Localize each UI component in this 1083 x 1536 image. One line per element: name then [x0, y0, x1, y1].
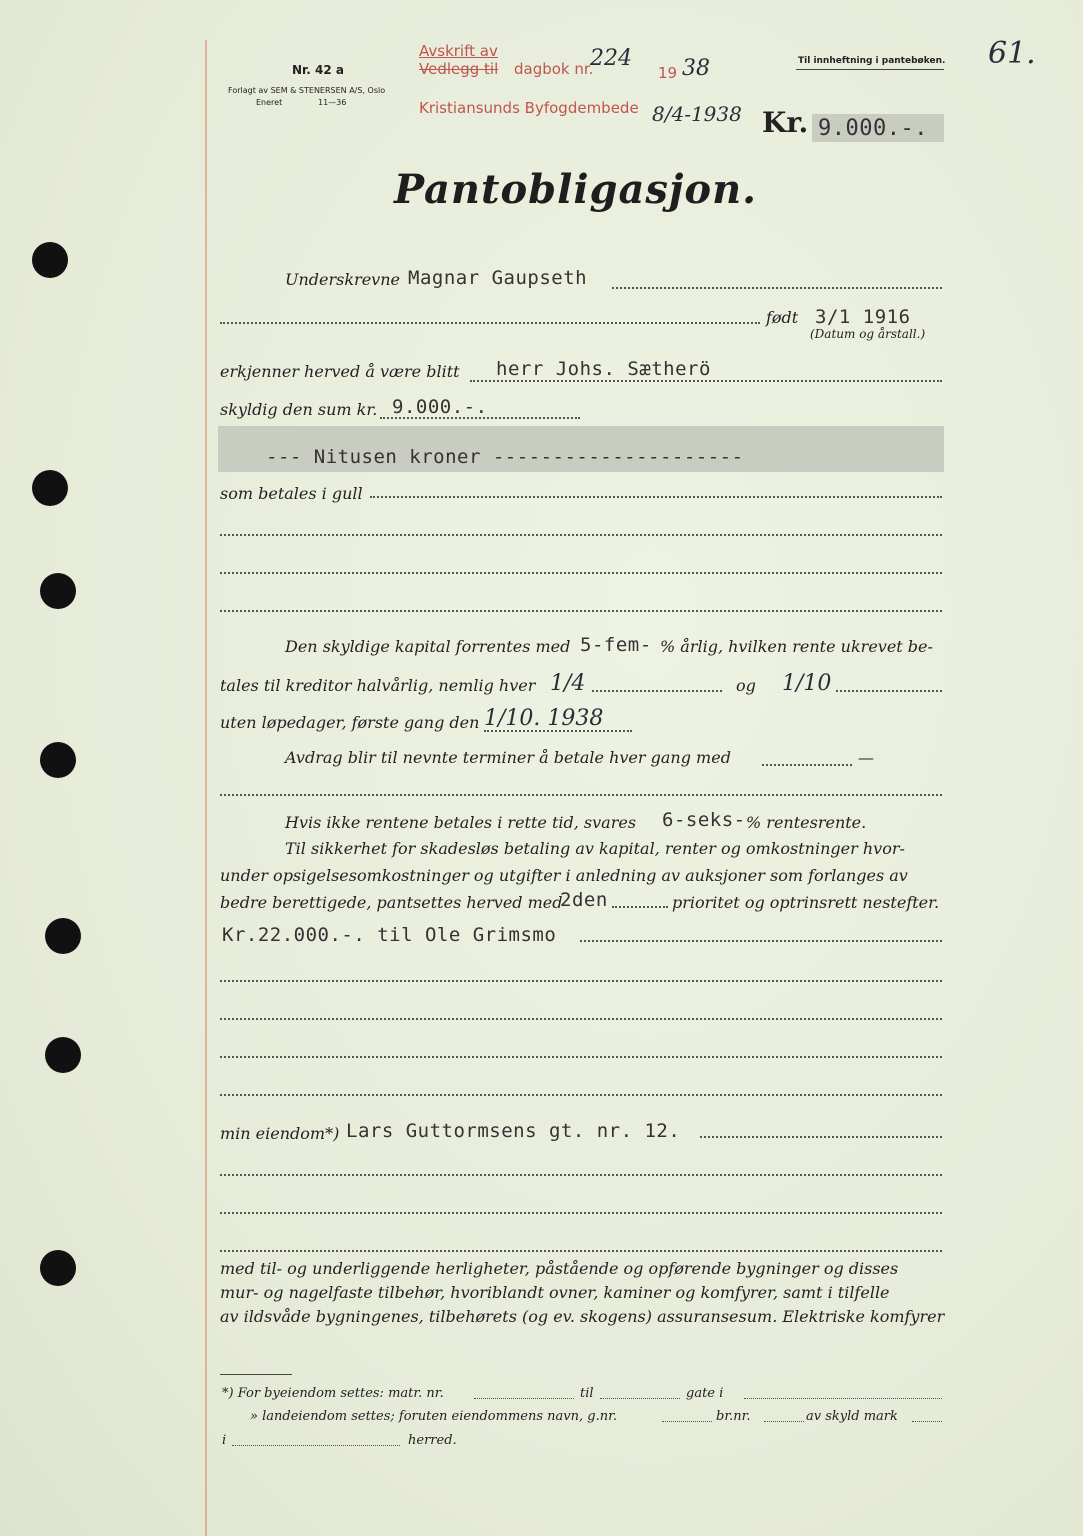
dotted-line	[744, 1398, 942, 1399]
property-label: min eiendom*)	[220, 1124, 340, 1143]
page-number: 61.	[988, 36, 1036, 71]
dotted-line	[612, 287, 942, 289]
security-line-2: under opsigelsesomkostninger og utgifter i anledning av auksjoner som forlanges av	[220, 866, 908, 885]
term-1: 1/4	[550, 671, 586, 696]
first-payment-label: uten løpedager, første gang den	[220, 713, 480, 732]
dotted-line	[220, 1094, 942, 1096]
document-title: Pantobligasjon.	[394, 166, 758, 213]
creditor-name: herr Johs. Sætherö	[496, 358, 711, 380]
stamp-court: Kristiansunds Byfogdembede	[419, 99, 639, 117]
dotted-line	[220, 1212, 942, 1214]
installment-dash: —	[858, 748, 874, 767]
term-2: 1/10	[782, 671, 832, 696]
binder-hole	[32, 470, 68, 506]
dotted-line	[232, 1445, 400, 1446]
first-payment-date: 1/10. 1938	[484, 706, 604, 731]
dotted-line	[484, 730, 632, 732]
year-suffix: 38	[682, 56, 710, 81]
dotted-line	[220, 1018, 942, 1020]
installment-label: Avdrag blir til nevnte terminer å betale hver gang med	[285, 748, 731, 767]
sum-value: 9.000.-.	[392, 396, 488, 418]
kr-amount: 9.000.-.	[818, 116, 928, 141]
footnote-herred: herred.	[408, 1433, 457, 1448]
dotted-line	[470, 380, 942, 382]
binder-hole	[40, 1250, 76, 1286]
kr-label: Kr.	[762, 106, 809, 139]
dotted-line	[700, 1136, 942, 1138]
security-line-3-end: prioritet og optrinsrett nestefter.	[672, 893, 940, 912]
footnote-line-1: *) For byeiendom settes: matr. nr.	[222, 1386, 444, 1401]
margin-line	[205, 40, 207, 1536]
interest-rate: 5-fem-	[580, 634, 652, 656]
dotted-line	[580, 940, 942, 942]
binding-note-underline	[796, 69, 944, 70]
security-line-1: Til sikkerhet for skadesløs betaling av kapital, renter og omkostninger hvor-	[285, 839, 905, 858]
binder-hole	[40, 742, 76, 778]
stamp-line-1: Avskrift av	[419, 42, 498, 60]
undersigned-name: Magnar Gaupseth	[408, 267, 588, 289]
priority: 2den	[560, 889, 608, 911]
born-label: født	[766, 308, 799, 327]
dotted-line	[612, 906, 668, 908]
footnote-skyld: av skyld mark	[806, 1409, 898, 1424]
born-hint: (Datum og årstall.)	[810, 327, 926, 341]
dotted-line	[600, 1398, 680, 1399]
paid-label: som betales i gull	[220, 484, 363, 503]
closing-line-2: mur- og nagelfaste tilbehør, hvoriblandt ovner, kaminer og komfyrer, samt i tilfelle	[220, 1283, 890, 1302]
footnote-gate: gate i	[686, 1386, 724, 1401]
dotted-line	[220, 572, 942, 574]
dotted-line	[764, 1421, 804, 1422]
default-label: Hvis ikke rentene betales i rette tid, svares	[285, 813, 637, 832]
acknowledge-label: erkjenner herved å være blitt	[220, 362, 460, 381]
footnote-line-2: » landeiendom settes; foruten eiendommens navn, g.nr.	[250, 1409, 617, 1424]
payable-label: tales til kreditor halvårlig, nemlig hver	[220, 676, 536, 695]
dotted-line	[592, 690, 722, 692]
dotted-line	[220, 794, 942, 796]
dotted-line	[762, 764, 852, 766]
dotted-line	[474, 1398, 574, 1399]
property: Lars Guttormsens gt. nr. 12.	[346, 1120, 681, 1142]
stamp-line-2: Vedlegg til	[419, 60, 499, 78]
dotted-line	[220, 322, 760, 324]
footnote-brnr: br.nr.	[716, 1409, 751, 1424]
born-date: 3/1 1916	[815, 306, 911, 328]
dotted-line	[220, 1250, 942, 1252]
footnote-til: til	[580, 1386, 594, 1401]
interest-label: Den skyldige kapital forrentes med	[285, 637, 571, 656]
footnote-i: i	[222, 1433, 227, 1448]
dotted-line	[220, 534, 942, 536]
sum-in-words: --- Nitusen kroner ---------------------	[266, 446, 744, 468]
binder-hole	[40, 573, 76, 609]
dotted-line	[220, 1174, 942, 1176]
dotted-line	[220, 980, 942, 982]
dotted-line	[380, 417, 580, 419]
dotted-line	[220, 1056, 942, 1058]
footnote-divider	[220, 1374, 292, 1375]
dotted-line	[912, 1421, 942, 1422]
dagbok-number: 224	[590, 46, 632, 71]
default-label-end: % rentesrente.	[746, 813, 867, 832]
closing-line-3: av ildsvåde bygningenes, tilbehørets (og ev. skogens) assuransesum. Elektriske komfyrer	[220, 1307, 945, 1326]
sum-label: skyldig den sum kr.	[220, 400, 378, 419]
form-date: 11—36	[318, 98, 347, 107]
form-number: Nr. 42 a	[292, 63, 344, 77]
court-date: 8/4-1938	[652, 102, 742, 126]
dotted-line	[370, 496, 942, 498]
binder-hole	[45, 1037, 81, 1073]
closing-line-1: med til- og underliggende herligheter, påstående og opførende bygninger og disses	[220, 1259, 899, 1278]
stamp-year-prefix: 19	[658, 64, 678, 82]
binder-hole	[45, 918, 81, 954]
security-line-3: bedre berettigede, pantsettes herved med	[220, 893, 563, 912]
binder-hole	[32, 242, 68, 278]
undersigned-label: Underskrevne	[285, 270, 400, 289]
default-rate: 6-seks-	[662, 809, 746, 831]
dotted-line	[220, 610, 942, 612]
og-label: og	[736, 676, 756, 695]
dotted-line	[662, 1421, 712, 1422]
publisher-line: Forlagt av SEM & STENERSEN A/S, Oslo	[228, 86, 386, 95]
prior-lien: Kr.22.000.-. til Ole Grimsmo	[222, 924, 557, 946]
stamp-dagbok: dagbok nr.	[514, 60, 594, 78]
publisher-eneret: Eneret	[256, 98, 283, 107]
binding-note: Til innheftning i pantebøken.	[798, 56, 946, 66]
interest-label-end: % årlig, hvilken rente ukrevet be-	[660, 637, 933, 656]
dotted-line	[836, 690, 942, 692]
